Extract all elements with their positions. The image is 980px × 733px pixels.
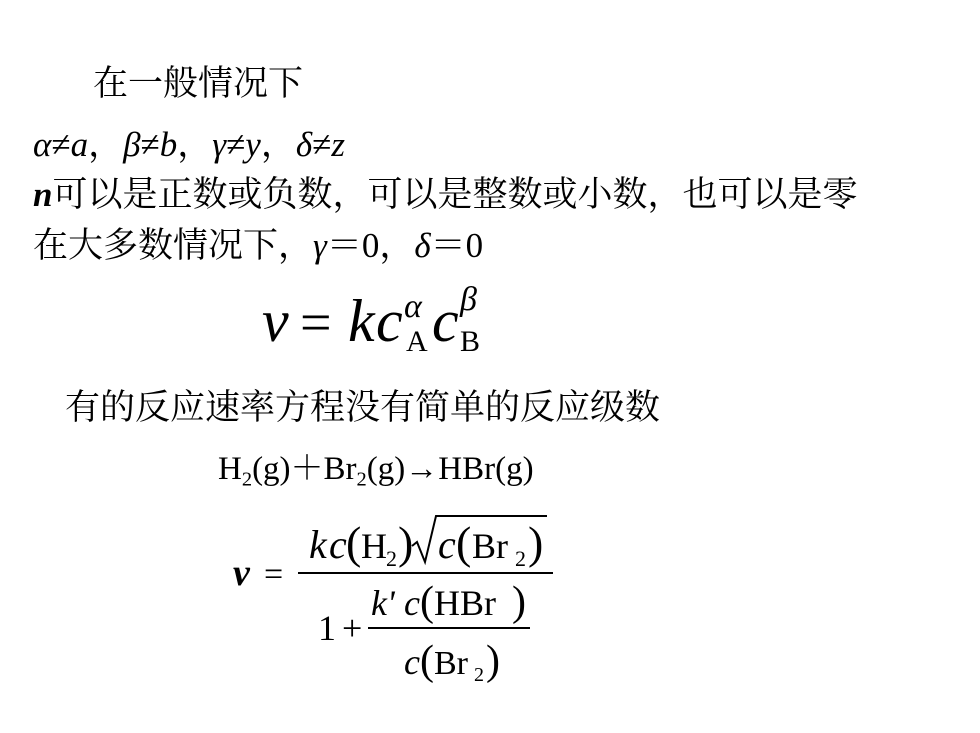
comma: ， — [260, 125, 296, 164]
eq2-one: 1 — [318, 608, 336, 648]
gamma-symbol: γ — [313, 226, 327, 265]
eq2-c: c — [329, 522, 347, 567]
eq1-c-b: c — [432, 288, 459, 354]
line-no-simple-order: 有的反应速率方程没有简单的反应级数 — [65, 388, 661, 427]
eq1-subscript-a: A — [406, 325, 428, 358]
right-paren: ) — [398, 517, 414, 568]
eq2-c: c — [404, 583, 420, 623]
var-n: n — [33, 175, 53, 214]
hydrogen: H — [218, 451, 242, 487]
plus-sign: ＋ — [290, 451, 324, 487]
var-z: z — [331, 125, 345, 164]
comma: ， — [88, 125, 124, 164]
eq2-plus: + — [342, 608, 363, 648]
equals-zero: ＝0 — [326, 226, 380, 265]
hydrogen-bromide: HBr(g) — [438, 451, 534, 487]
eq2-k-prime: k' — [371, 583, 395, 623]
eq1-c-a: c — [376, 288, 403, 354]
var-y: y — [245, 125, 261, 164]
line-general-case: 在一般情况下 — [93, 64, 304, 103]
eq1-k: k — [348, 288, 375, 354]
eq2-subscript-two: 2 — [474, 664, 484, 686]
eq2-subscript-two: 2 — [515, 546, 526, 571]
equals-zero: ＝0 — [430, 226, 484, 265]
gamma-symbol: γ — [212, 125, 227, 164]
left-paren: ( — [420, 638, 434, 684]
var-b: b — [159, 125, 178, 164]
not-equal-sign: ≠ — [226, 125, 246, 164]
eq1-subscript-b: B — [460, 325, 481, 358]
eq2-c: c — [438, 522, 456, 567]
eq1-beta-exponent: β — [460, 281, 477, 318]
eq1-equals: = — [300, 292, 332, 354]
left-paren: ( — [456, 517, 472, 568]
gas-state: (g) — [366, 451, 406, 487]
eq2-k: k — [309, 522, 327, 567]
left-paren: ( — [420, 579, 434, 625]
eq2-subscript-two: 2 — [386, 546, 397, 571]
eq1-v: v — [262, 288, 289, 354]
bromine: Br — [323, 451, 357, 487]
eq2-hbr: HBr — [434, 583, 496, 623]
gas-state: (g) — [252, 451, 291, 487]
order-description: 可以是正数或负数，可以是整数或小数，也可以是零 — [52, 175, 858, 214]
eq2-c: c — [404, 642, 420, 682]
delta-symbol: δ — [414, 226, 431, 265]
reaction-arrow: → — [405, 451, 439, 487]
not-equal-sign: ≠ — [140, 125, 160, 164]
left-paren: ( — [346, 517, 362, 568]
not-equal-sign: ≠ — [51, 125, 71, 164]
eq2-v: v — [233, 552, 250, 594]
right-paren: ) — [528, 517, 544, 568]
eq1-alpha-exponent: α — [404, 288, 422, 325]
not-equal-sign: ≠ — [312, 125, 332, 164]
beta-symbol: β — [123, 125, 141, 164]
eq2-br: Br — [434, 645, 468, 682]
delta-symbol: δ — [295, 125, 313, 164]
eq2-br: Br — [472, 526, 508, 566]
var-a: a — [70, 125, 89, 164]
right-paren: ) — [512, 579, 526, 625]
subscript-two: 2 — [356, 468, 367, 491]
subscript-two: 2 — [241, 468, 253, 491]
right-paren: ) — [486, 638, 500, 684]
most-cases-text: 在大多数情况下， — [33, 226, 314, 265]
eq2-h: H — [361, 526, 387, 566]
eq2-equals: = — [264, 556, 284, 593]
comma: ， — [379, 226, 415, 265]
comma: ， — [177, 125, 213, 164]
alpha-symbol: α — [33, 125, 52, 164]
